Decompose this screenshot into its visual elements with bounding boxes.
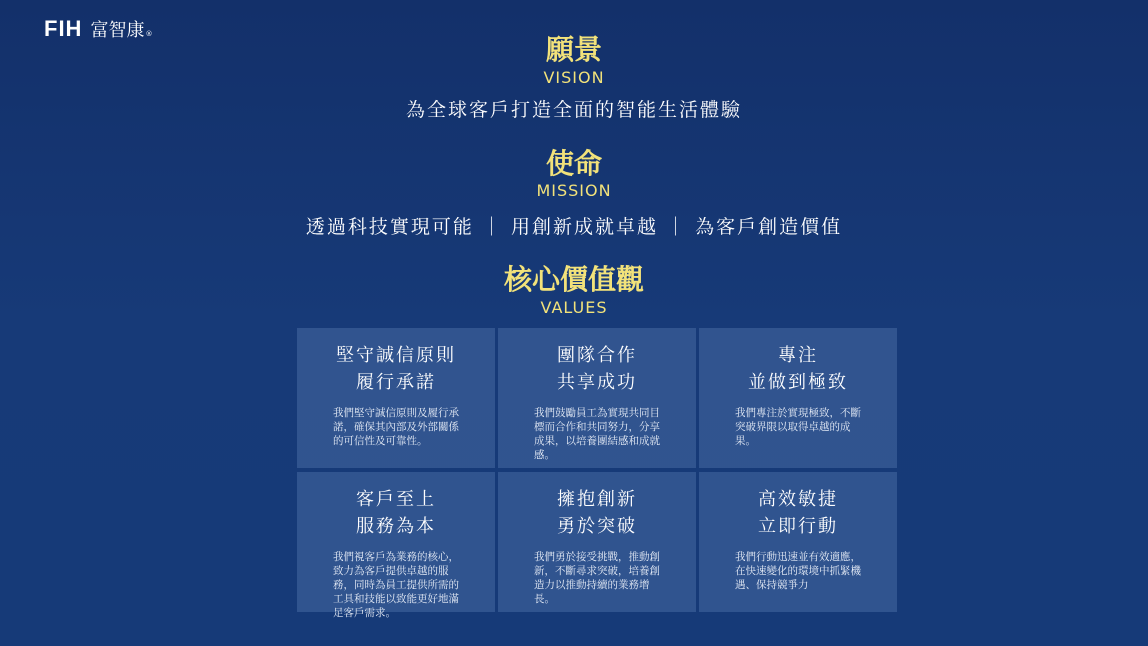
- value-card-title-line1: 客戶至上: [356, 489, 436, 510]
- value-card-body: 我們視客戶為業務的核心，致力為客戶提供卓越的服務，同時為員工提供所需的工具和技能以致能更好地滿足客戶需求。: [333, 551, 459, 619]
- mission-text: 透過科技實現可能 ｜ 用創新成就卓越 ｜ 為客戶創造價值: [305, 216, 843, 238]
- values-title-en: VALUES: [540, 298, 608, 317]
- value-card-body: 我們鼓勵員工為實現共同目標而合作和共同努力，分享成果，以培養團結感和成就感。: [534, 407, 660, 461]
- value-card-title-line1: 擁抱創新: [557, 489, 637, 510]
- logo-fih-text: FIH: [44, 16, 83, 41]
- value-card-agility: [699, 472, 897, 612]
- value-card-title-line1: 堅守誠信原則: [336, 345, 456, 366]
- value-card-title-line1: 專注: [778, 345, 818, 366]
- value-card-title-line1: 團隊合作: [557, 345, 637, 366]
- values-grid: [297, 328, 897, 619]
- logo-cn-text: 富智康: [90, 20, 145, 41]
- vision-text: 為全球客戶打造全面的智能生活體驗: [405, 99, 742, 121]
- vision-title-en: VISION: [543, 68, 605, 87]
- value-card-teamwork: [498, 328, 696, 468]
- value-card-title-line1: 高效敏捷: [758, 489, 838, 510]
- value-card-body: 我們堅守誠信原則及履行承諾，確保其內部及外部關係的可信性及可靠性。: [333, 407, 459, 447]
- value-card-body: 我們行動迅速並有效適應，在快速變化的環境中抓緊機遇、保持競爭力: [735, 551, 861, 591]
- value-card-body: 我們勇於接受挑戰，推動創新，不斷尋求突破，培養創造力以推動持續的業務增長。: [534, 551, 660, 605]
- mission-title: 使命: [545, 147, 602, 180]
- mission-title-en: MISSION: [536, 181, 612, 200]
- value-card-innovation: [498, 472, 696, 612]
- value-card-title-line2: 立即行動: [758, 516, 838, 537]
- value-card-title-line2: 並做到極致: [748, 372, 848, 393]
- vision-title: 願景: [545, 33, 602, 66]
- value-card-title-line2: 履行承諾: [356, 372, 436, 393]
- value-card-title-line2: 服務為本: [356, 516, 436, 537]
- value-card-customer: [297, 472, 495, 619]
- values-title: 核心價值觀: [503, 263, 644, 296]
- value-card-body: 我們專注於實現極致，不斷突破界限以取得卓越的成果。: [735, 407, 861, 447]
- value-card-title-line2: 勇於突破: [557, 516, 637, 537]
- value-card-focus: [699, 328, 897, 468]
- value-card-integrity: [297, 328, 495, 468]
- value-card-title-line2: 共享成功: [557, 372, 637, 393]
- registered-mark: ®: [145, 30, 153, 38]
